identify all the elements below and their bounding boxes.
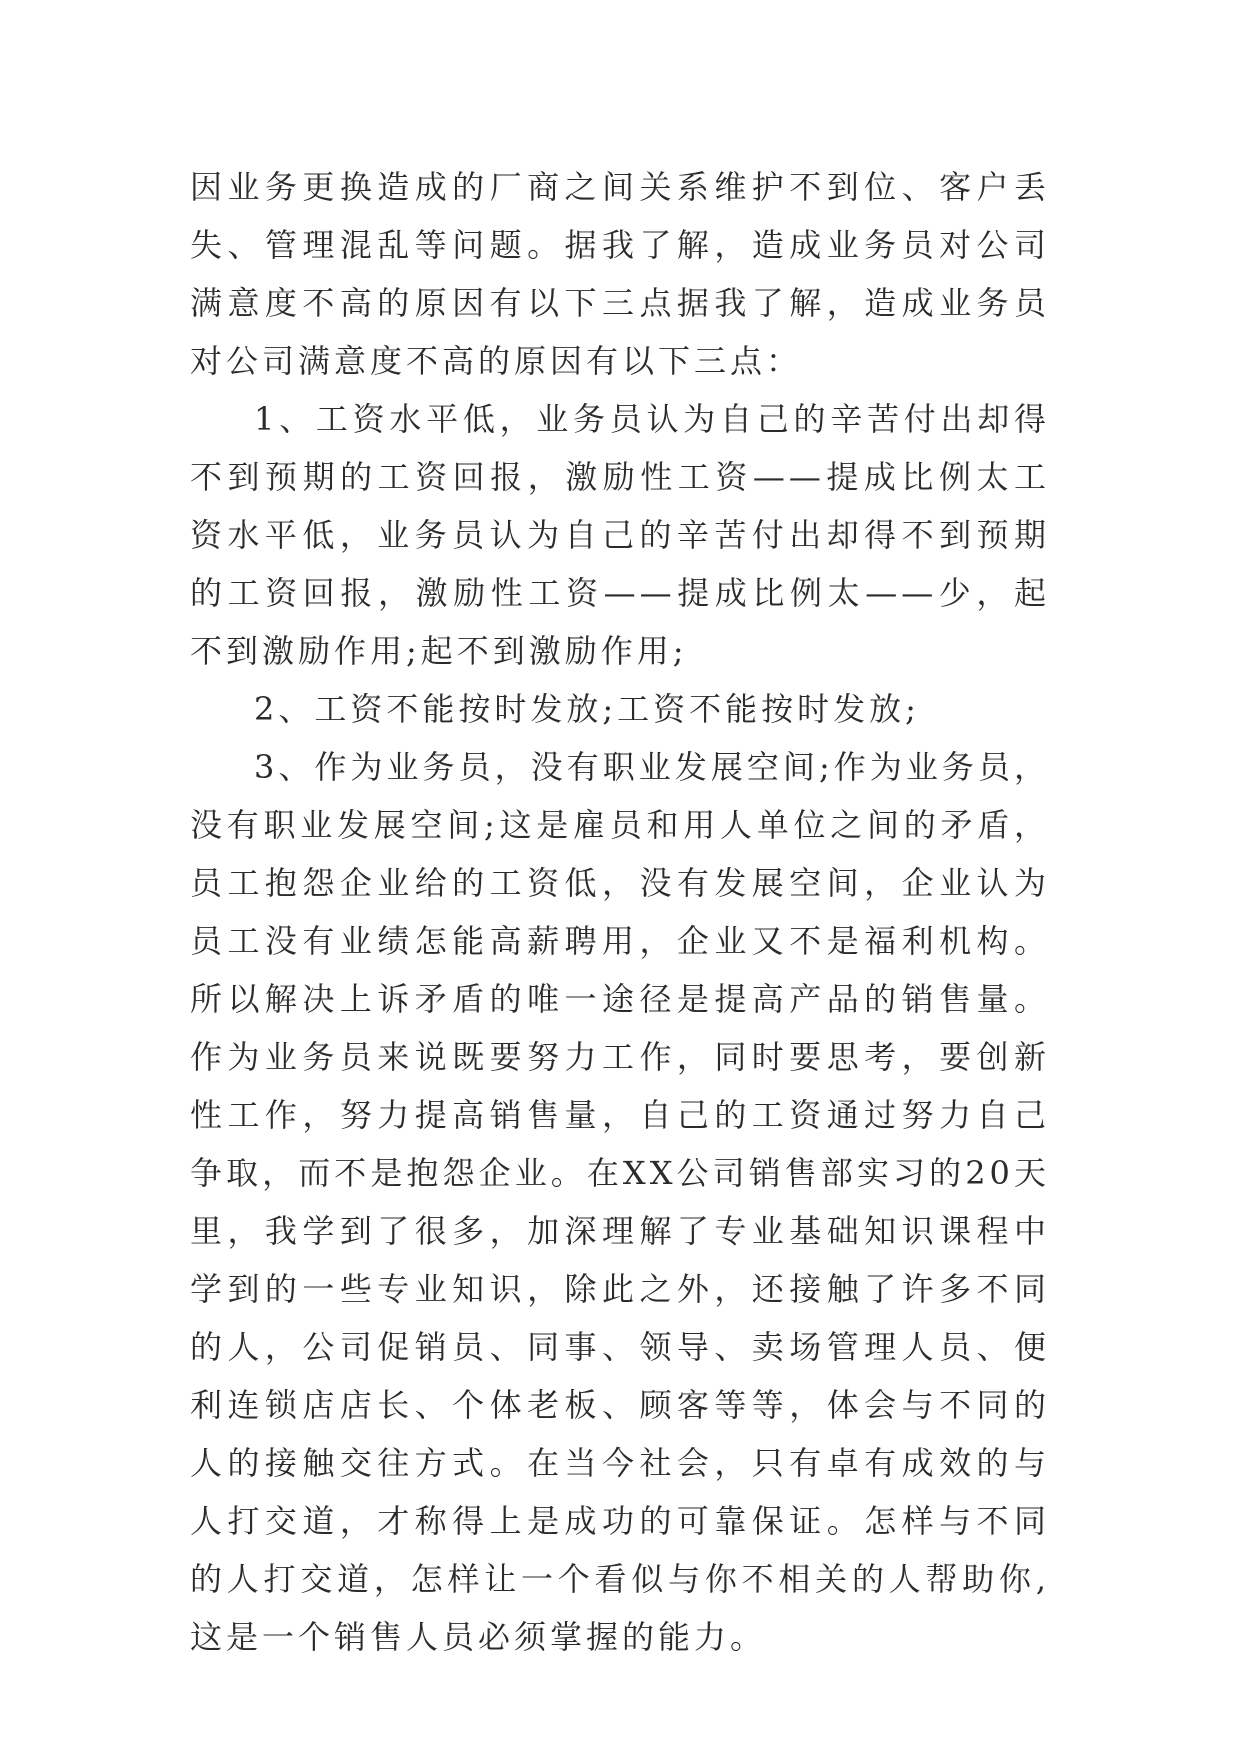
paragraph-point-1: 1、工资水平低，业务员认为自己的辛苦付出却得不到预期的工资回报，激励性工资——提成比例太工资水平低，业务员认为自己的辛苦付出却得不到预期的工资回报，激励性工资——提成比例太——少，起不到激励作用;起不到激励作用; <box>190 400 1050 670</box>
paragraph-point-2: 2、工资不能按时发放;工资不能按时发放; <box>254 690 920 728</box>
paragraph-intro: 因业务更换造成的厂商之间关系维护不到位、客户丢失、管理混乱等问题。据我了解，造成业务员对公司满意度不高的原因有以下三点据我了解，造成业务员对公司满意度不高的原因有以下三点： <box>190 168 1050 380</box>
document-body <box>190 158 1050 1666</box>
paragraph-point-3: 3、作为业务员，没有职业发展空间;作为业务员，没有职业发展空间;这是雇员和用人单位之间的矛盾，员工抱怨企业给的工资低，没有发展空间，企业认为员工没有业绩怎能高薪聘用，企业又不是福利机构。所以解决上诉矛盾的唯一途径是提高产品的销售量。作为业务员来说既要努力工作，同时要思考，要创新性工作，努力提高销售量，自己的工资通过努力自己争取，而不是抱怨企业。在XX公司销售部实习的20天里，我学到了很多，加深理解了专业基础知识课程中学到的一些专业知识，除此之外，还接触了许多不同的人，公司促销员、同事、领导、卖场管理人员、便利连锁店店长、个体老板、顾客等等，体会与不同的人的接触交往方式。在当今社会，只有卓有成效的与人打交道，才称得上是成功的可靠保证。怎样与不同的人打交道，怎样让一个看似与你不相关的人帮助你,这是一个销售人员必须掌握的能力。 <box>190 748 1050 1656</box>
